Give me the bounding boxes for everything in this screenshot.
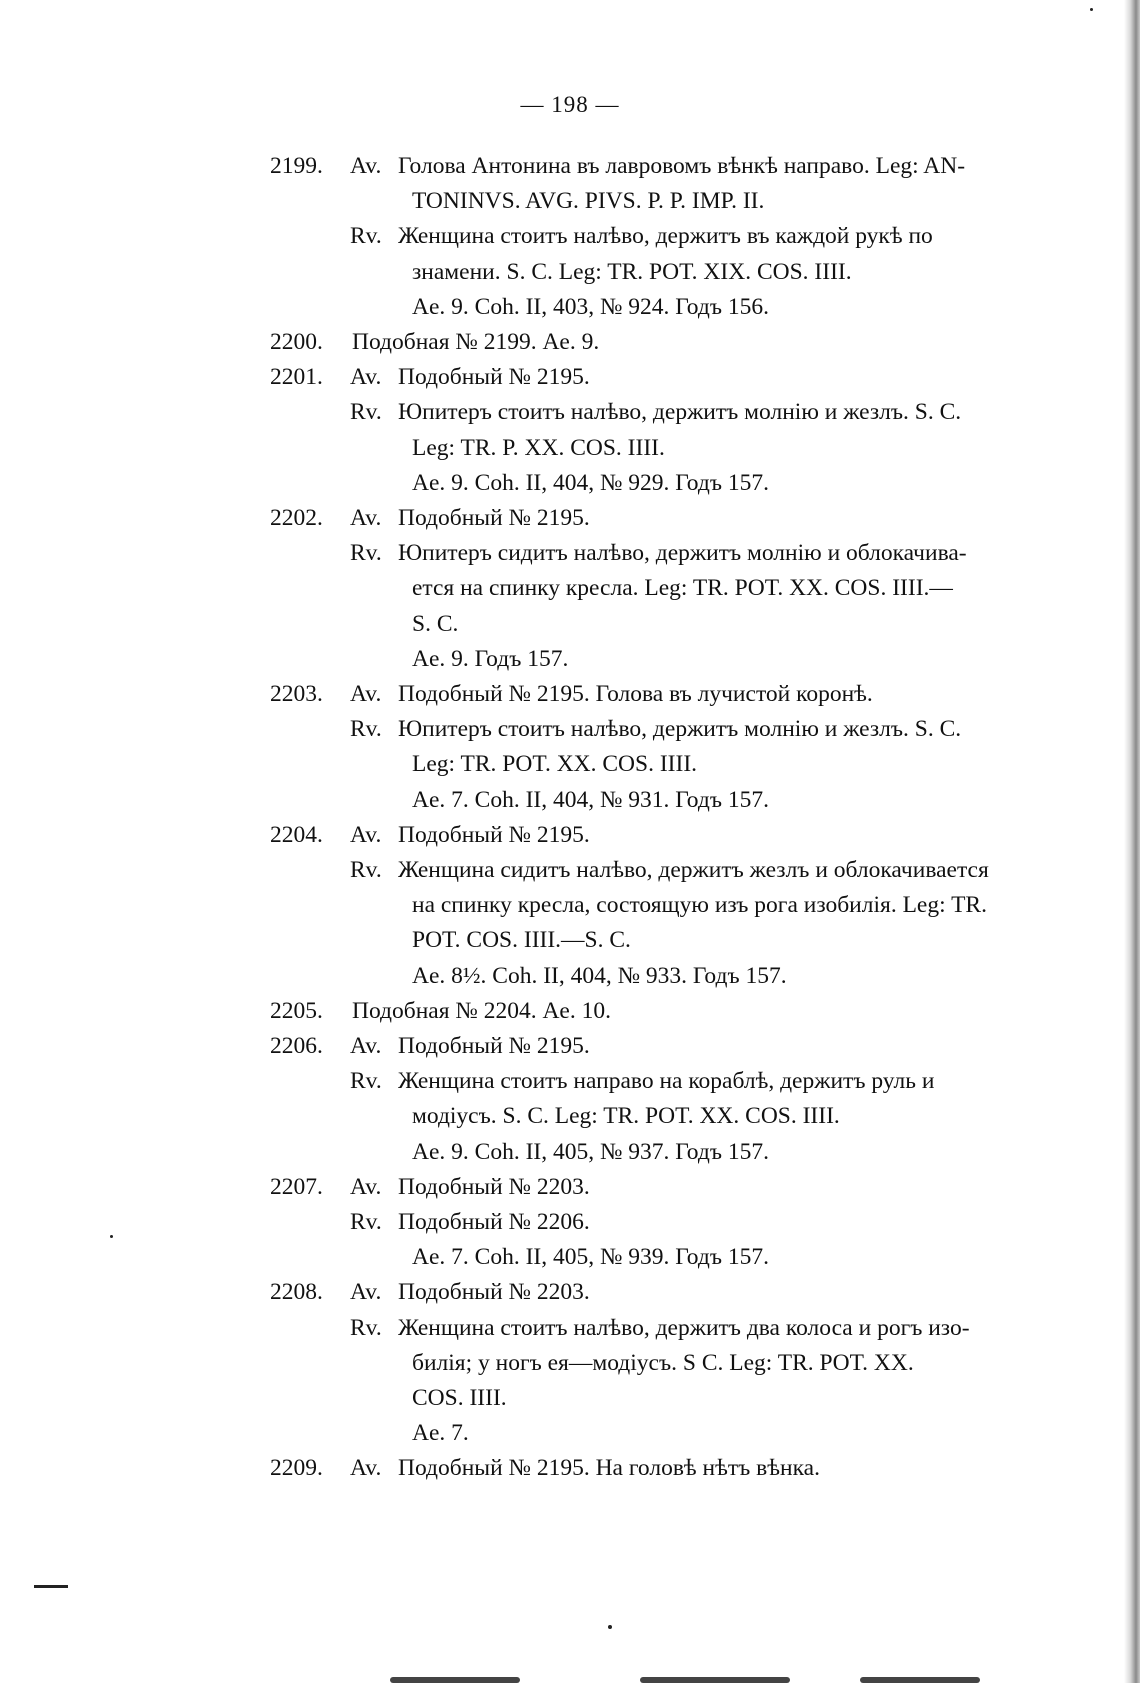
entry-text: S. C. xyxy=(412,610,459,637)
reverse-label: Rv. xyxy=(350,540,382,567)
page-number: — 198 — xyxy=(520,92,620,117)
entry-text: Leg: TR. P. XX. COS. IIII. xyxy=(412,434,665,461)
obverse-label: Av. xyxy=(350,364,382,391)
entry-number: 2201. xyxy=(270,364,323,391)
obverse-label: Av. xyxy=(350,1033,382,1059)
entry-number: 2203. xyxy=(270,681,323,707)
obverse-label: Av. xyxy=(350,153,382,179)
entry-text: Юпитеръ сидитъ налѣво, держитъ молнію и облокачива- xyxy=(398,540,967,567)
entry-text: Подобный № 2203. xyxy=(398,1279,590,1306)
entry-number: 2199. xyxy=(270,153,323,179)
entry-text: Женщина сидитъ налѣво, держитъ жезлъ и облокачивается xyxy=(398,857,989,883)
entry-text: билія; у ногъ ея—модіусъ. S C. Leg: TR. POT. XX. xyxy=(412,1349,914,1376)
entry-text: Ae. 7. Coh. II, 404, № 931. Годъ 157. xyxy=(412,786,769,813)
entry-number: 2209. xyxy=(270,1455,323,1482)
entry-text: Подобный № 2195. xyxy=(398,1033,590,1059)
entry-text: Ae. 9. Годъ 157. xyxy=(412,645,569,672)
entry-text: Юпитеръ стоитъ налѣво, держитъ молнію и жезлъ. S. C. xyxy=(398,716,962,743)
obverse-label: Av. xyxy=(350,1279,382,1306)
obverse-label: Av. xyxy=(350,681,382,707)
reverse-label: Rv. xyxy=(350,857,382,883)
entry-text: Ae. 9. Coh. II, 404, № 929. Годъ 157. xyxy=(412,469,769,496)
scan-page-edge xyxy=(1124,0,1140,1683)
entry-text: POT. COS. IIII.—S. C. xyxy=(412,927,631,954)
entry-number: 2204. xyxy=(270,821,323,848)
entry-number: 2208. xyxy=(270,1279,323,1306)
entry-text: Женщина стоитъ налѣво, держитъ въ каждой рукѣ по xyxy=(398,223,933,250)
entry-number: 2206. xyxy=(270,1033,323,1059)
reverse-label: Rv. xyxy=(350,1314,382,1341)
entry-text: знамени. S. C. Leg: TR. POT. XIX. COS. IIII. xyxy=(412,258,852,285)
reverse-label: Rv. xyxy=(350,1209,382,1235)
entry-number: 2200. xyxy=(270,329,323,355)
entry-text: на спинку кресла, состоящую изъ рога изобилія. Leg: TR. xyxy=(412,892,987,919)
entry-text: Ae. 9. Coh. II, 403, № 924. Годъ 156. xyxy=(412,293,769,320)
entry-text: Женщина стоитъ направо на кораблѣ, держитъ руль и xyxy=(398,1068,935,1095)
entry-text: Ae. 8½. Coh. II, 404, № 933. Годъ 157. xyxy=(412,962,787,989)
scan-speck xyxy=(110,1235,113,1238)
reverse-label: Rv. xyxy=(350,1068,382,1095)
obverse-label: Av. xyxy=(350,1455,382,1482)
scan-margin-mark xyxy=(34,1585,68,1588)
obverse-label: Av. xyxy=(350,821,382,848)
entry-number: 2202. xyxy=(270,505,323,531)
reverse-label: Rv. xyxy=(350,399,382,426)
entry-text: Leg: TR. POT. XX. COS. IIII. xyxy=(412,751,698,778)
entry-number: 2207. xyxy=(270,1173,323,1200)
reverse-label: Rv. xyxy=(350,716,382,743)
entry-text: Подобный № 2195. xyxy=(398,364,590,391)
scan-bottom-mark xyxy=(860,1677,980,1683)
obverse-label: Av. xyxy=(350,1173,382,1200)
entry-text: Подобный № 2195. На головѣ нѣтъ вѣнка. xyxy=(398,1455,820,1482)
scan-speck xyxy=(1090,8,1093,11)
entry-text: Юпитеръ стоитъ налѣво, держитъ молнію и жезлъ. S. C. xyxy=(398,399,962,426)
entry-text: COS. IIII. xyxy=(412,1385,507,1411)
entry-text: Ae. 7. Coh. II, 405, № 939. Годъ 157. xyxy=(412,1244,769,1271)
scan-speck xyxy=(608,1625,612,1629)
entry-text: модіусъ. S. C. Leg: TR. POT. XX. COS. IIII. xyxy=(412,1103,840,1130)
scan-bottom-mark xyxy=(640,1677,790,1683)
entry-text: Подобный № 2195. xyxy=(398,821,590,848)
entry-text: TONINVS. AVG. PIVS. P. P. IMP. II. xyxy=(412,188,765,215)
obverse-label: Av. xyxy=(350,505,382,531)
entry-text: Подобный № 2203. xyxy=(398,1173,590,1200)
entry-text: Ae. 7. xyxy=(412,1420,469,1447)
entry-text: Ae. 9. Coh. II, 405, № 937. Годъ 157. xyxy=(412,1138,769,1165)
reverse-label: Rv. xyxy=(350,223,382,250)
entry-text: ется на спинку кресла. Leg: TR. POT. XX. COS. IIII.— xyxy=(412,575,953,602)
scan-bottom-mark xyxy=(390,1677,520,1683)
entry-text: Подобный № 2195. Голова въ лучистой коронѣ. xyxy=(398,681,873,707)
entry-text: Женщина стоитъ налѣво, держитъ два колоса и рогъ изо- xyxy=(398,1314,970,1341)
entry-text: Подобная № 2199. Ae. 9. xyxy=(352,329,600,355)
entry-text: Подобный № 2206. xyxy=(398,1209,590,1235)
entry-text: Подобная № 2204. Ae. 10. xyxy=(352,997,611,1024)
entry-number: 2205. xyxy=(270,997,323,1024)
entry-text: Подобный № 2195. xyxy=(398,505,590,531)
entry-text: Голова Антонина въ лавровомъ вѣнкѣ направо. Leg: AN- xyxy=(398,153,966,179)
